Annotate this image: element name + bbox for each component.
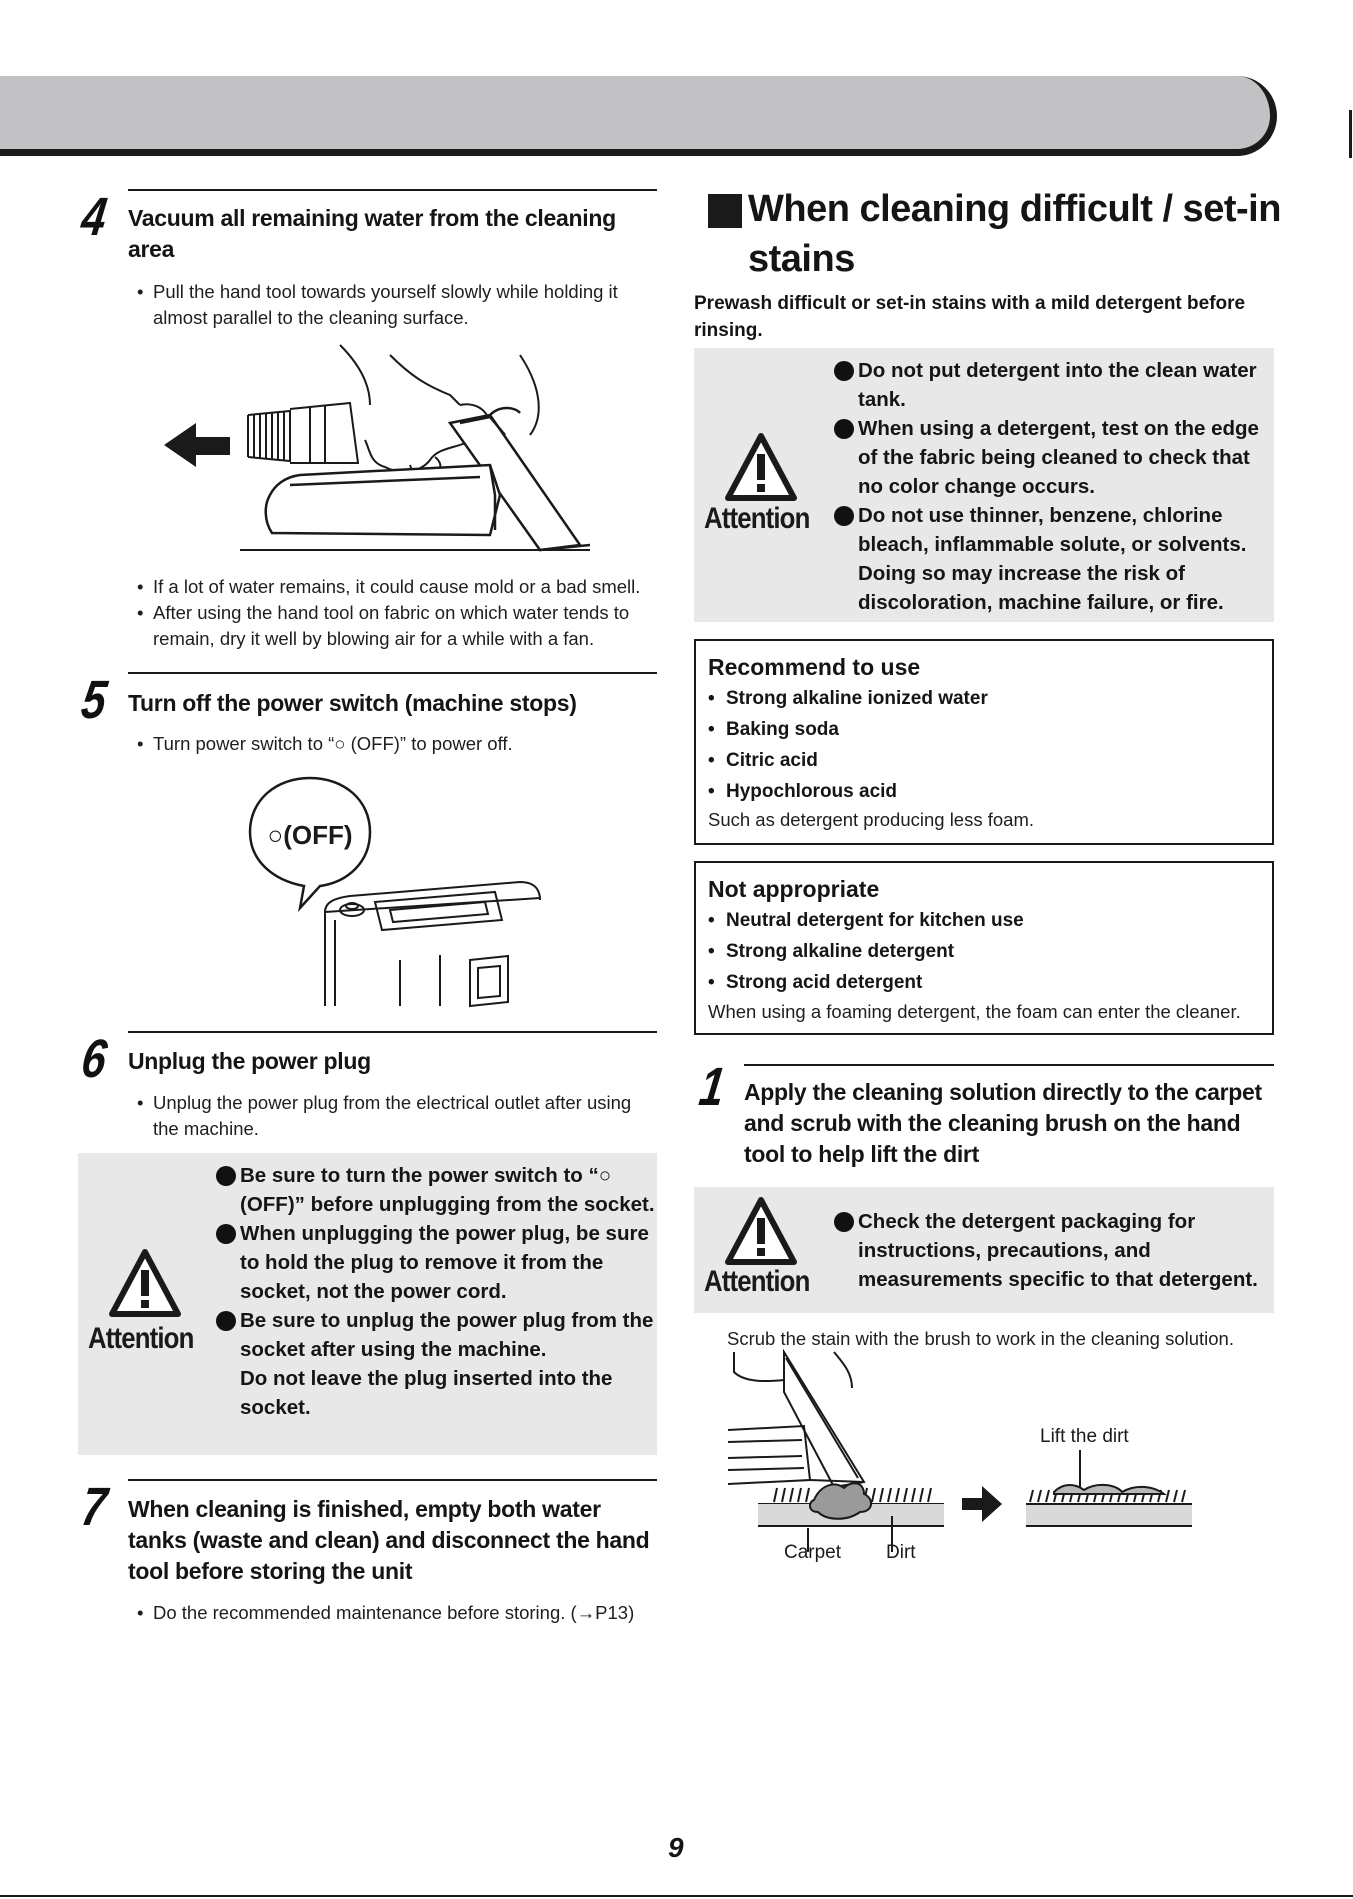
section-title: [748, 184, 1281, 284]
scrub-figure: [724, 1352, 1204, 1572]
footer-rule: [0, 1895, 1353, 1897]
off-label: ○(OFF): [267, 820, 353, 850]
recommend-item-2: • Baking soda: [708, 714, 988, 745]
label-dirt: Dirt: [886, 1542, 916, 1563]
step-7-number: 7: [77, 1477, 111, 1537]
step-4-bullets-a: [137, 279, 657, 331]
stains-step-1-attention-word: Attention: [704, 1265, 810, 1298]
recommend-box: [694, 639, 1274, 845]
arrow-left-icon: [164, 423, 230, 467]
step-4-bullet-2: • If a lot of water remains, it could cause mold or a bad smell.: [137, 574, 677, 600]
stains-attention-item-2: When using a detergent, test on the edge of the fabric being cleaned to check that no color change occurs.: [834, 414, 1274, 501]
hand-tool-figure: [160, 345, 660, 555]
not-appropriate-title: Not appropriate: [708, 876, 880, 902]
not-appropriate-box: [694, 861, 1274, 1035]
arrow-right-icon: [962, 1486, 1002, 1522]
stains-attention-list: [834, 356, 1274, 617]
recommend-item-3: • Citric acid: [708, 745, 988, 776]
section-subtitle: Prewash difficult or set-in stains with a mild detergent before rinsing.: [694, 293, 1246, 341]
not-appropriate-note: When using a foaming detergent, the foam can enter the cleaner.: [708, 1001, 1241, 1022]
step-7-title: When cleaning is finished, empty both water tanks (waste and clean) and disconnect the hand tool before storing the unit: [128, 1496, 650, 1584]
stains-step-1-caption: Scrub the stain with the brush to work in the cleaning solution.: [727, 1328, 1234, 1349]
step-6-attention-item-4: Do not leave the plug inserted into the socket.: [240, 1367, 613, 1419]
section-title-line-2: stains: [748, 238, 855, 280]
step-4-rule: [128, 189, 657, 191]
step-5-bullet-1: • Turn power switch to “○ (OFF)” to power off.: [137, 731, 657, 757]
section-title-line-1: When cleaning difficult / set-in: [748, 188, 1281, 230]
step-6-number: 6: [77, 1029, 111, 1089]
page-number: 9: [668, 1832, 684, 1863]
label-lift-dirt: Lift the dirt: [1040, 1426, 1129, 1447]
step-5-bullets: [137, 731, 657, 757]
power-switch-figure: [240, 770, 540, 1010]
not-appropriate-item-1: • Neutral detergent for kitchen use: [708, 905, 1024, 936]
stains-step-1-attention-item: Check the detergent packaging for instructions, precautions, and measurements specific to that detergent.: [834, 1207, 1274, 1294]
step-6-title: Unplug the power plug: [128, 1048, 371, 1074]
step-4-bullets-b: [137, 574, 677, 652]
recommend-list: [708, 683, 988, 807]
step-4-bullet-1: • Pull the hand tool towards yourself slowly while holding it almost parallel to the cleaning surface.: [137, 279, 657, 331]
step-7-rule: [128, 1479, 657, 1481]
edge-mark: [1349, 110, 1352, 158]
step-5-rule: [128, 672, 657, 674]
recommend-item-4: • Hypochlorous acid: [708, 776, 988, 807]
step-6-attention-list: [216, 1161, 656, 1422]
step-5-title: Turn off the power switch (machine stops): [128, 690, 577, 716]
section-marker: [708, 194, 742, 228]
warning-triangle-icon: [724, 432, 798, 502]
step-4-bullet-3: • After using the hand tool on fabric on which water tends to remain, dry it well by blowing air for a while with a fan.: [137, 600, 677, 652]
recommend-title: Recommend to use: [708, 654, 921, 680]
step-7-bullet-1: • Do the recommended maintenance before storing. (→P13): [137, 1600, 677, 1626]
step-6-attention-word: Attention: [88, 1322, 194, 1355]
header-band: [0, 76, 1277, 156]
step-4-number: 4: [77, 187, 111, 247]
stains-attention-item-3: Do not use thinner, benzene, chlorine bleach, inflammable solute, or solvents. Doing so may increase the risk of discoloration, machine failure, or fire.: [834, 501, 1274, 617]
step-6-rule: [128, 1031, 657, 1033]
stains-attention-item-1: Do not put detergent into the clean water tank.: [834, 356, 1274, 414]
step-6-bullet-1: • Unplug the power plug from the electrical outlet after using the machine.: [137, 1090, 657, 1142]
step-6-attention-item-1: Be sure to turn the power switch to “○ (OFF)” before unplugging from the socket.: [216, 1161, 656, 1219]
not-appropriate-item-2: • Strong alkaline detergent: [708, 936, 1024, 967]
recommend-item-1: • Strong alkaline ionized water: [708, 683, 988, 714]
step-6-attention-item-3: Be sure to unplug the power plug from the socket after using the machine.: [216, 1306, 656, 1364]
warning-triangle-icon: [108, 1248, 182, 1318]
label-carpet: Carpet: [784, 1542, 842, 1563]
stains-step-1-title: Apply the cleaning solution directly to the carpet and scrub with the cleaning brush on the hand tool to help lift the dirt: [744, 1079, 1262, 1167]
not-appropriate-list: [708, 905, 1024, 998]
step-7-bullets: [137, 1600, 677, 1626]
stains-step-1-number: 1: [695, 1057, 729, 1117]
step-5-number: 5: [77, 670, 111, 730]
warning-triangle-icon: [724, 1196, 798, 1266]
step-4-title: Vacuum all remaining water from the cleaning area: [128, 205, 616, 262]
step-6-attention-item-2: When unplugging the power plug, be sure to hold the plug to remove it from the socket, not the power cord.: [216, 1219, 656, 1306]
stains-attention-word: Attention: [704, 502, 810, 535]
stains-step-1-rule: [744, 1064, 1274, 1066]
not-appropriate-item-3: • Strong acid detergent: [708, 967, 1024, 998]
recommend-note: Such as detergent producing less foam.: [708, 809, 1034, 830]
step-6-bullets: [137, 1090, 657, 1142]
stains-step-1-attention-list: [834, 1207, 1274, 1294]
